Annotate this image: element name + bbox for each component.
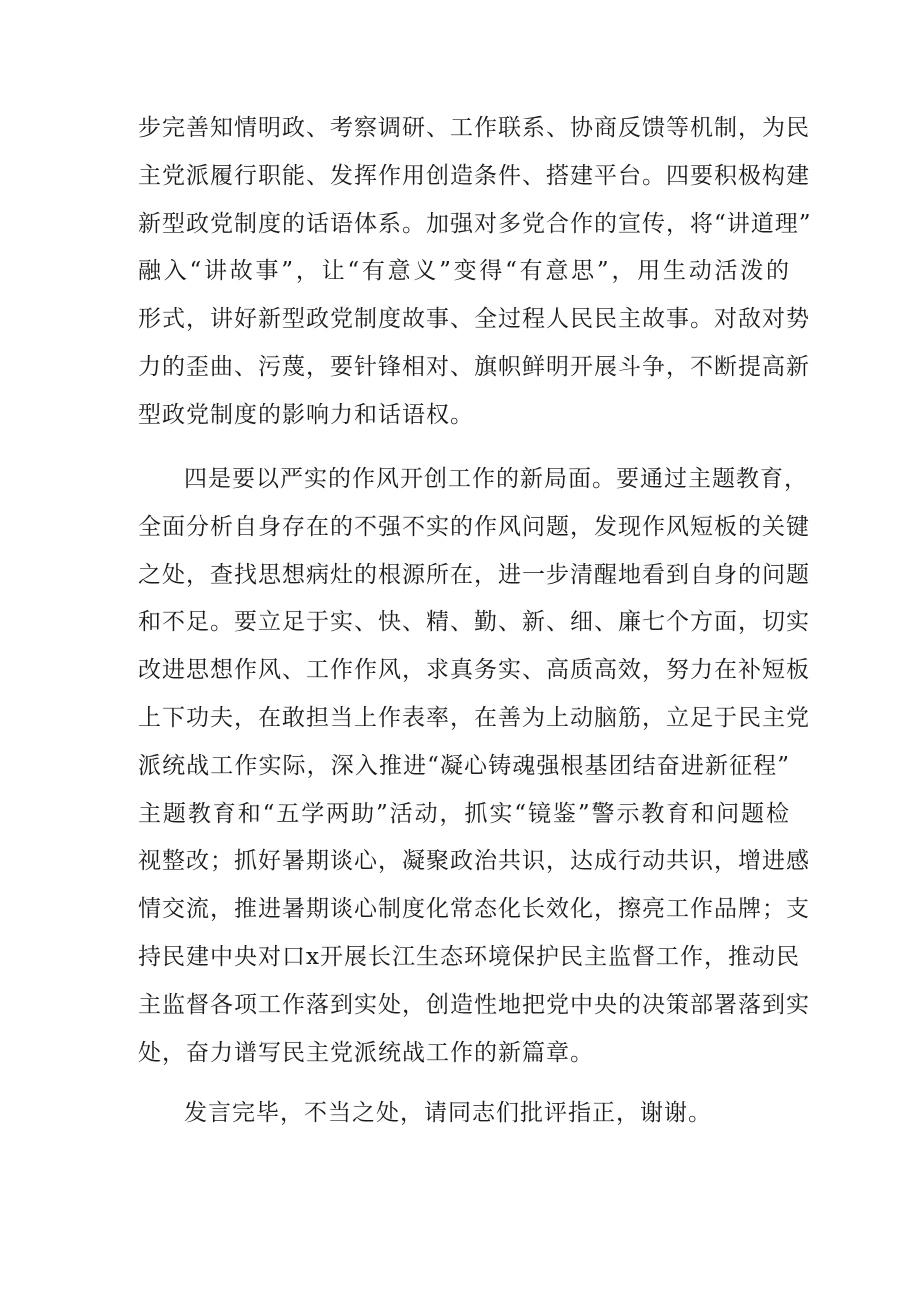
text-line: 上下功夫，在敢担当上作表率，在善为上动脑筋，立足于民主党: [138, 704, 810, 731]
text-line: 四是要以严实的作风开创工作的新局面。要通过主题教育，: [184, 466, 808, 492]
paragraph-work-style: [138, 456, 810, 1077]
text-line: 全面分析自身存在的不强不实的作风问题，发现作风短板的关键: [138, 513, 810, 540]
paragraph-closing: [138, 1090, 790, 1138]
text-line: 力的歪曲、污蔑，要针锋相对、旗帜鲜明开展斗争，不断提高新: [138, 353, 810, 380]
text-line: 视整改；抓好暑期谈心，凝聚政治共识，达成行动共识，增进感: [138, 848, 810, 875]
text-line: 和不足。要立足于实、快、精、勤、新、细、廉七个方面，切实: [138, 609, 810, 636]
text-line: 之处，查找思想病灶的根源所在，进一步清醒地看到自身的问题: [138, 561, 810, 588]
paragraph-continuation: [138, 105, 812, 440]
text-line: 融入“讲故事”，让“有意义”变得“有意思”，用生动活泼的: [138, 258, 790, 285]
text-line: 派统战工作实际，深入推进“凝心铸魂强根基团结奋进新征程”: [138, 752, 790, 779]
text-line: 发言完毕，不当之处，请同志们批评指正，谢谢。: [184, 1100, 712, 1126]
text-line: 处，奋力谱写民主党派统战工作的新篇章。: [138, 1039, 594, 1066]
text-line: 主题教育和“五学两助”活动，抓实“镜鉴”警示教育和问题检: [138, 800, 790, 827]
text-line: 步完善知情明政、考察调研、工作联系、协商反馈等机制，为民: [138, 115, 810, 141]
text-line: 型政党制度的影响力和话语权。: [138, 401, 474, 428]
text-line: 改进思想作风、工作作风，求真务实、高质高效，努力在补短板: [138, 657, 810, 684]
text-line: 形式，讲好新型政党制度故事、全过程人民民主故事。对敌对势: [138, 306, 810, 333]
text-line: 主监督各项工作落到实处，创造性地把党中央的决策部署落到实: [138, 991, 810, 1018]
text-line: 新型政党制度的话语体系。加强对多党合作的宣传，将“讲道理”: [138, 210, 812, 237]
text-line: 情交流，推进暑期谈心制度化常态化长效化，擦亮工作品牌；支: [138, 896, 810, 923]
text-line: 持民建中央对口x开展长江生态环境保护民主监督工作，推动民: [138, 943, 800, 970]
text-line: 主党派履行职能、发挥作用创造条件、搭建平台。四要积极构建: [138, 162, 810, 189]
